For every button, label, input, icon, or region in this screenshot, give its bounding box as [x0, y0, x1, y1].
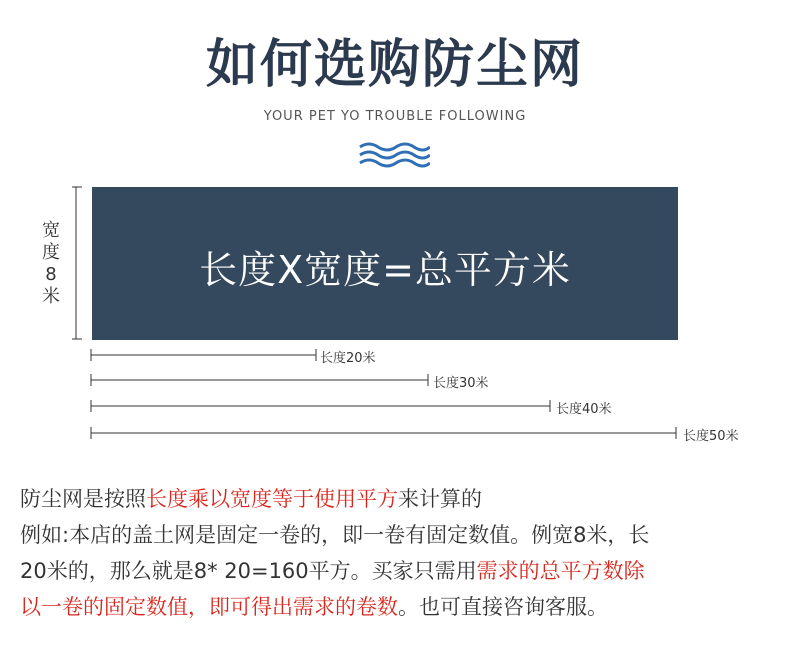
highlight-text: 需求的总平方数除 [476, 559, 645, 583]
text: 20米的，那么就是8* 20=160平方。买家只需用 [20, 559, 477, 583]
waves-icon [358, 142, 430, 168]
page-title: 如何选购防尘网 [205, 35, 584, 95]
width-bracket [62, 186, 92, 342]
measure-line-30 [88, 373, 438, 387]
measure-label-20: 长度20米 [320, 351, 376, 366]
width-label-char: 8 [45, 264, 57, 285]
width-label-char: 米 [42, 286, 60, 307]
description-line-4 [20, 589, 780, 625]
measure-line-40 [88, 399, 558, 413]
measure-label-40: 长度40米 [556, 402, 612, 417]
text: 来计算的 [398, 487, 482, 511]
description [20, 481, 780, 625]
measure-label-30: 长度30米 [433, 376, 489, 391]
formula-text: 长度X宽度=总平方米 [199, 248, 571, 292]
highlight-text: 长度乘以宽度等于使用平方 [146, 487, 398, 511]
page-subtitle: YOUR PET YO TROUBLE FOLLOWING [263, 109, 527, 124]
description-line-1 [20, 481, 780, 517]
width-label-char: 宽 [42, 220, 60, 241]
description-line-2: 例如:本店的盖土网是固定一卷的，即一卷有固定数值。例宽8米，长 [20, 523, 650, 547]
width-label [38, 220, 64, 308]
measure-line-50 [88, 426, 684, 440]
width-label-char: 度 [42, 242, 60, 263]
measure-line-20 [88, 348, 328, 362]
text: 。也可直接咨询客服。 [398, 595, 608, 619]
measure-label-50: 长度50米 [683, 429, 739, 444]
formula-box [92, 187, 678, 340]
description-line-3 [20, 553, 780, 589]
text: 防尘网是按照 [20, 487, 146, 511]
highlight-text: 以一卷的固定数值，即可得出需求的卷数 [20, 595, 398, 619]
